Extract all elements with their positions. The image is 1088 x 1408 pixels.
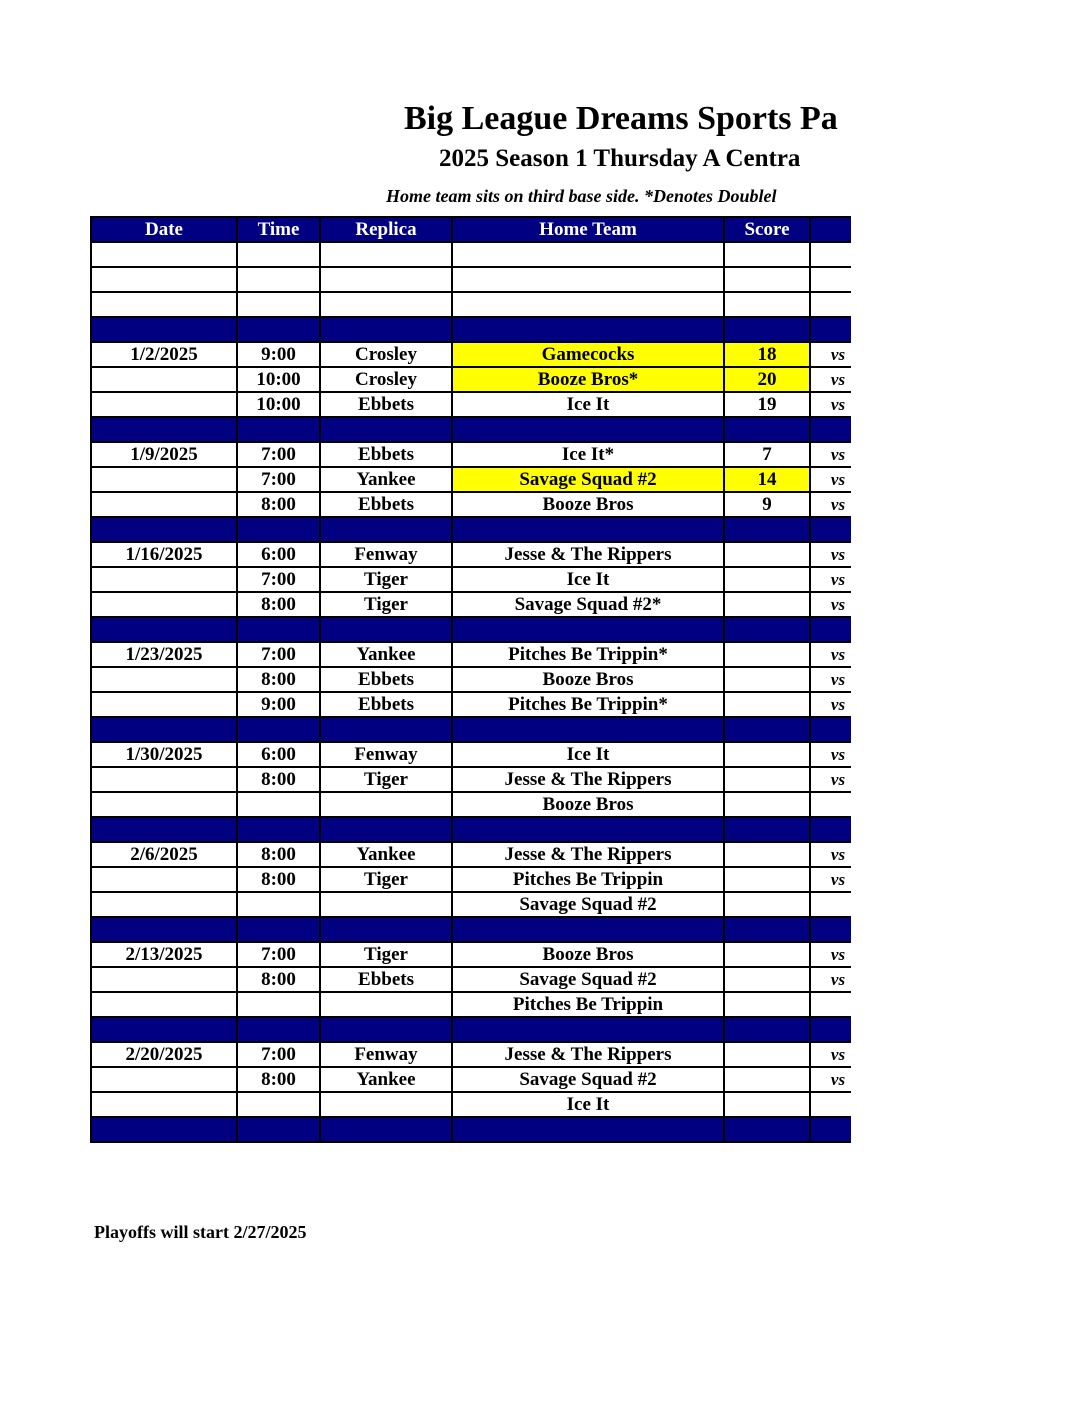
col-header-date: Date (91, 217, 237, 242)
cell-replica (320, 292, 452, 317)
cell-replica: Ebbets (320, 492, 452, 517)
cell-time: 9:00 (237, 342, 320, 367)
cell-score (724, 567, 810, 592)
cell-home (452, 317, 724, 342)
cell-score (724, 592, 810, 617)
cell-home: Savage Squad #2* (452, 592, 724, 617)
cell-time: 8:00 (237, 492, 320, 517)
cell-replica: Yankee (320, 642, 452, 667)
cell-date (91, 267, 237, 292)
blank-row (91, 267, 851, 292)
cell-date (91, 692, 237, 717)
cell-time: 7:00 (237, 1042, 320, 1067)
cell-replica: Tiger (320, 767, 452, 792)
cell-replica: Tiger (320, 592, 452, 617)
cell-time: 8:00 (237, 1067, 320, 1092)
cell-home (452, 1117, 724, 1142)
cell-vs (810, 617, 851, 642)
cell-score (724, 1017, 810, 1042)
cell-vs: vs (810, 967, 851, 992)
cell-vs: vs (810, 742, 851, 767)
cell-vs (810, 717, 851, 742)
cell-home: Ice It (452, 392, 724, 417)
cell-replica (320, 892, 452, 917)
cell-home: Jesse & The Rippers (452, 542, 724, 567)
cell-home (452, 717, 724, 742)
separator-row (91, 617, 851, 642)
cell-time: 10:00 (237, 392, 320, 417)
game-row (91, 542, 851, 567)
cell-vs (810, 417, 851, 442)
game-row (91, 942, 851, 967)
cell-score: 9 (724, 492, 810, 517)
cell-vs: vs (810, 1067, 851, 1092)
cell-home: Savage Squad #2 (452, 1067, 724, 1092)
cell-replica (320, 1092, 452, 1117)
game-row (91, 667, 851, 692)
cell-time (237, 792, 320, 817)
cell-score (724, 417, 810, 442)
cell-date (91, 992, 237, 1017)
cell-score: 18 (724, 342, 810, 367)
cell-replica: Ebbets (320, 967, 452, 992)
col-header-replica: Replica (320, 217, 452, 242)
cell-time (237, 267, 320, 292)
cell-replica (320, 1017, 452, 1042)
schedule-body (91, 242, 851, 1142)
cell-vs (810, 892, 851, 917)
page-title: Big League Dreams Sports Pa (404, 100, 838, 137)
cell-score (724, 942, 810, 967)
separator-row (91, 717, 851, 742)
game-row (91, 867, 851, 892)
cell-home: Pitches Be Trippin* (452, 692, 724, 717)
cell-vs: vs (810, 942, 851, 967)
cell-date (91, 467, 237, 492)
blank-row (91, 242, 851, 267)
cell-time (237, 1117, 320, 1142)
footer-note: Playoffs will start 2/27/2025 (94, 1222, 307, 1242)
game-row (91, 392, 851, 417)
cell-date (91, 317, 237, 342)
cell-home (452, 292, 724, 317)
cell-vs (810, 917, 851, 942)
cell-time: 7:00 (237, 442, 320, 467)
cell-date (91, 617, 237, 642)
cell-replica (320, 1117, 452, 1142)
separator-row (91, 917, 851, 942)
cell-time (237, 517, 320, 542)
cell-replica: Yankee (320, 842, 452, 867)
cell-home: Jesse & The Rippers (452, 842, 724, 867)
cell-home (452, 617, 724, 642)
game-row (91, 692, 851, 717)
cell-score (724, 692, 810, 717)
cell-date (91, 867, 237, 892)
blank-row (91, 292, 851, 317)
cell-time: 8:00 (237, 867, 320, 892)
cell-home (452, 1017, 724, 1042)
cell-home (452, 417, 724, 442)
cell-time: 6:00 (237, 542, 320, 567)
cell-replica (320, 517, 452, 542)
cell-score (724, 1042, 810, 1067)
cell-date: 1/2/2025 (91, 342, 237, 367)
cell-time: 7:00 (237, 467, 320, 492)
cell-vs: vs (810, 567, 851, 592)
cell-time: 8:00 (237, 767, 320, 792)
cell-home: Jesse & The Rippers (452, 1042, 724, 1067)
cell-score: 20 (724, 367, 810, 392)
cell-date (91, 492, 237, 517)
cell-time (237, 892, 320, 917)
cell-home (452, 517, 724, 542)
cell-time (237, 1092, 320, 1117)
cell-vs: vs (810, 1042, 851, 1067)
game-row (91, 792, 851, 817)
header-row (91, 217, 851, 242)
cell-time (237, 617, 320, 642)
cell-date: 1/16/2025 (91, 542, 237, 567)
cell-time (237, 292, 320, 317)
cell-date (91, 1092, 237, 1117)
cell-score (724, 792, 810, 817)
cell-vs: vs (810, 367, 851, 392)
cell-home: Pitches Be Trippin* (452, 642, 724, 667)
cell-home: Pitches Be Trippin (452, 867, 724, 892)
cell-replica (320, 792, 452, 817)
page-note: Home team sits on third base side. *Denotes Doublel (386, 186, 777, 206)
cell-replica: Crosley (320, 367, 452, 392)
game-row (91, 492, 851, 517)
cell-score (724, 767, 810, 792)
cell-home: Ice It (452, 1092, 724, 1117)
game-row (91, 1042, 851, 1067)
cell-date (91, 917, 237, 942)
cell-date (91, 892, 237, 917)
cell-time (237, 992, 320, 1017)
cell-date (91, 292, 237, 317)
cell-score (724, 817, 810, 842)
cell-replica: Yankee (320, 1067, 452, 1092)
cell-vs: vs (810, 467, 851, 492)
cell-vs (810, 242, 851, 267)
cell-replica (320, 417, 452, 442)
cell-vs: vs (810, 767, 851, 792)
cell-score (724, 292, 810, 317)
cell-replica: Fenway (320, 1042, 452, 1067)
cell-time: 10:00 (237, 367, 320, 392)
game-row (91, 1092, 851, 1117)
cell-replica (320, 317, 452, 342)
separator-row (91, 317, 851, 342)
cell-vs (810, 317, 851, 342)
col-header-home-team: Home Team (452, 217, 724, 242)
game-row (91, 842, 851, 867)
cell-date (91, 567, 237, 592)
cell-home: Pitches Be Trippin (452, 992, 724, 1017)
game-row (91, 592, 851, 617)
cell-vs (810, 992, 851, 1017)
cell-time (237, 917, 320, 942)
cell-date (91, 767, 237, 792)
cell-replica (320, 817, 452, 842)
cell-replica: Ebbets (320, 692, 452, 717)
cell-time: 7:00 (237, 567, 320, 592)
cell-score (724, 967, 810, 992)
cell-date: 1/23/2025 (91, 642, 237, 667)
cell-time (237, 817, 320, 842)
game-row (91, 442, 851, 467)
cell-vs (810, 817, 851, 842)
cell-score (724, 667, 810, 692)
cell-vs (810, 1117, 851, 1142)
cell-time (237, 417, 320, 442)
cell-home: Booze Bros (452, 942, 724, 967)
cell-replica (320, 242, 452, 267)
game-row (91, 342, 851, 367)
cell-time: 8:00 (237, 842, 320, 867)
cell-vs: vs (810, 667, 851, 692)
cell-replica (320, 917, 452, 942)
cell-date: 2/6/2025 (91, 842, 237, 867)
cell-home: Booze Bros* (452, 367, 724, 392)
cell-score (724, 317, 810, 342)
cell-vs: vs (810, 442, 851, 467)
cell-replica: Tiger (320, 942, 452, 967)
cell-replica (320, 992, 452, 1017)
cell-score: 7 (724, 442, 810, 467)
cell-replica: Tiger (320, 567, 452, 592)
cell-date (91, 1117, 237, 1142)
cell-date (91, 592, 237, 617)
cell-vs (810, 517, 851, 542)
cell-home: Ice It (452, 742, 724, 767)
cell-home: Booze Bros (452, 492, 724, 517)
cell-home: Savage Squad #2 (452, 967, 724, 992)
cell-date (91, 517, 237, 542)
game-row (91, 892, 851, 917)
cell-vs: vs (810, 867, 851, 892)
game-row (91, 742, 851, 767)
cell-vs: vs (810, 542, 851, 567)
cell-home: Booze Bros (452, 667, 724, 692)
cell-vs (810, 267, 851, 292)
cell-vs: vs (810, 642, 851, 667)
game-row (91, 967, 851, 992)
cell-score (724, 917, 810, 942)
separator-row (91, 1017, 851, 1042)
separator-row (91, 1117, 851, 1142)
cell-vs: vs (810, 592, 851, 617)
cell-date (91, 667, 237, 692)
cell-date: 2/20/2025 (91, 1042, 237, 1067)
cell-date (91, 717, 237, 742)
cell-time: 7:00 (237, 642, 320, 667)
cell-vs: vs (810, 342, 851, 367)
cell-score (724, 842, 810, 867)
cell-replica (320, 267, 452, 292)
cell-home: Savage Squad #2 (452, 892, 724, 917)
game-row (91, 467, 851, 492)
cell-vs: vs (810, 392, 851, 417)
cell-time: 8:00 (237, 667, 320, 692)
cell-time: 6:00 (237, 742, 320, 767)
cell-score (724, 717, 810, 742)
cell-home: Booze Bros (452, 792, 724, 817)
cell-date: 1/30/2025 (91, 742, 237, 767)
cell-score (724, 642, 810, 667)
cell-score (724, 242, 810, 267)
cell-replica: Fenway (320, 742, 452, 767)
game-row (91, 767, 851, 792)
cell-vs (810, 292, 851, 317)
cell-home (452, 817, 724, 842)
cell-home: Ice It* (452, 442, 724, 467)
cell-vs: vs (810, 692, 851, 717)
cell-score (724, 267, 810, 292)
cell-date (91, 367, 237, 392)
cell-time (237, 242, 320, 267)
cell-date (91, 242, 237, 267)
cell-score (724, 1067, 810, 1092)
separator-row (91, 817, 851, 842)
cell-score: 14 (724, 467, 810, 492)
cell-home: Gamecocks (452, 342, 724, 367)
cell-replica: Crosley (320, 342, 452, 367)
cell-vs: vs (810, 842, 851, 867)
cell-date (91, 392, 237, 417)
cell-date (91, 1067, 237, 1092)
cell-replica: Ebbets (320, 442, 452, 467)
game-row (91, 1067, 851, 1092)
cell-score (724, 867, 810, 892)
cell-score (724, 992, 810, 1017)
cell-replica: Fenway (320, 542, 452, 567)
cell-time (237, 317, 320, 342)
cell-time: 9:00 (237, 692, 320, 717)
cell-score: 19 (724, 392, 810, 417)
cell-vs (810, 1017, 851, 1042)
cell-score (724, 742, 810, 767)
cell-replica: Ebbets (320, 392, 452, 417)
cell-date (91, 792, 237, 817)
cell-time (237, 1017, 320, 1042)
cell-date (91, 1017, 237, 1042)
cell-score (724, 517, 810, 542)
cell-score (724, 542, 810, 567)
cell-replica (320, 717, 452, 742)
cell-date (91, 817, 237, 842)
cell-replica: Ebbets (320, 667, 452, 692)
cell-date (91, 417, 237, 442)
cell-home (452, 917, 724, 942)
cell-score (724, 892, 810, 917)
cell-vs (810, 1092, 851, 1117)
game-row (91, 992, 851, 1017)
col-header-score: Score (724, 217, 810, 242)
col-header-vs (810, 217, 851, 242)
separator-row (91, 417, 851, 442)
cell-home: Ice It (452, 567, 724, 592)
schedule-table (90, 216, 851, 1143)
separator-row (91, 517, 851, 542)
cell-score (724, 1092, 810, 1117)
cell-home: Jesse & The Rippers (452, 767, 724, 792)
cell-home (452, 242, 724, 267)
cell-time (237, 717, 320, 742)
game-row (91, 642, 851, 667)
cell-vs (810, 792, 851, 817)
col-header-time: Time (237, 217, 320, 242)
cell-time: 8:00 (237, 967, 320, 992)
cell-replica: Yankee (320, 467, 452, 492)
page-subtitle: 2025 Season 1 Thursday A Centra (439, 145, 801, 172)
cell-score (724, 617, 810, 642)
cell-date: 2/13/2025 (91, 942, 237, 967)
cell-replica (320, 617, 452, 642)
game-row (91, 567, 851, 592)
cell-time: 7:00 (237, 942, 320, 967)
cell-home (452, 267, 724, 292)
cell-score (724, 1117, 810, 1142)
cell-date: 1/9/2025 (91, 442, 237, 467)
cell-home: Savage Squad #2 (452, 467, 724, 492)
cell-time: 8:00 (237, 592, 320, 617)
cell-replica: Tiger (320, 867, 452, 892)
cell-date (91, 967, 237, 992)
game-row (91, 367, 851, 392)
cell-vs: vs (810, 492, 851, 517)
